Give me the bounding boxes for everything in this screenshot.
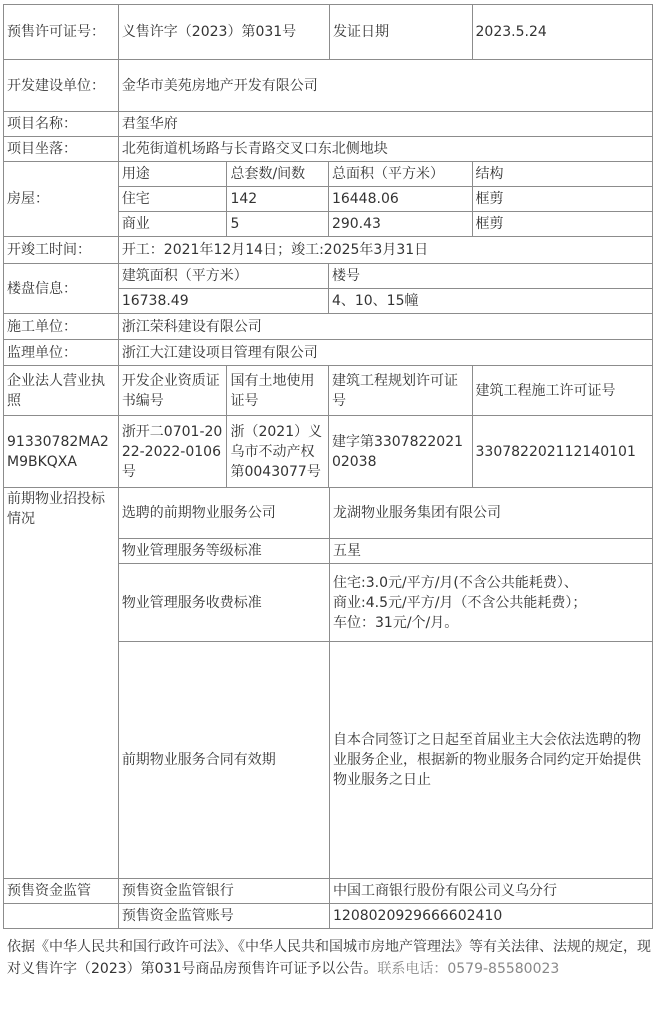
property-fee-value: [330, 564, 653, 642]
fee-line-commercial: 商业:4.5元/平方/月（不含公共能耗费）；: [333, 594, 587, 611]
building-number-value: 4、10、15幢: [328, 289, 652, 314]
permit-row: [4, 5, 653, 60]
permit-no-label: 预售许可证号：: [4, 5, 119, 60]
presale-permit-table: [3, 4, 653, 929]
contractor-row: [4, 314, 653, 340]
license-header-business: 企业法人营业执照: [4, 366, 119, 416]
housing-header-area: 总面积（平方米）: [328, 162, 472, 187]
property-label: 前期物业招投标情况: [4, 488, 119, 879]
housing-header-structure: 结构: [472, 162, 652, 187]
license-land-value: 浙（2021）义乌市不动产权第0043077号: [227, 416, 328, 488]
issue-date-value: 2023.5.24: [472, 5, 652, 60]
escrow-blank: [4, 904, 119, 929]
license-business-value: 91330782MA2M9BKQXA: [4, 416, 119, 488]
escrow-bank-label: 预售资金监管银行: [118, 879, 329, 904]
property-fee-label: 物业管理服务收费标准: [118, 564, 329, 642]
project-row: [4, 112, 653, 137]
license-header-qualification: 开发企业资质证书编号: [118, 366, 227, 416]
housing-count: 142: [227, 187, 328, 212]
housing-structure: 框剪: [472, 212, 652, 237]
housing-area: 16448.06: [328, 187, 472, 212]
location-label: 项目坐落：: [4, 137, 119, 162]
escrow-account-label: 预售资金监管账号: [118, 904, 329, 929]
project-value: 君玺华府: [118, 112, 652, 137]
housing-use: 商业: [118, 212, 227, 237]
supervisor-row: [4, 340, 653, 366]
supervisor-label: 监理单位：: [4, 340, 119, 366]
building-header-row: [4, 264, 653, 289]
supervisor-value: 浙江大江建设项目管理有限公司: [118, 340, 652, 366]
license-qualification-value: 浙开二0701-2022-2022-0106号: [118, 416, 227, 488]
license-header-row: [4, 366, 653, 416]
contractor-value: 浙江荣科建设有限公司: [118, 314, 652, 340]
schedule-row: [4, 237, 653, 264]
developer-label: 开发建设单位：: [4, 60, 119, 112]
housing-use: 住宅: [118, 187, 227, 212]
project-label: 项目名称：: [4, 112, 119, 137]
schedule-label: 开竣工时间：: [4, 237, 119, 264]
contact-phone: 联系电话：0579-85580023: [377, 961, 560, 977]
schedule-value: 开工：2021年12月14日；竣工:2025年3月31日: [118, 237, 652, 264]
housing-count: 5: [227, 212, 328, 237]
building-area-value: 16738.49: [118, 289, 328, 314]
location-value: 北苑街道机场路与长青路交叉口东北侧地块: [118, 137, 652, 162]
escrow-account-row: [4, 904, 653, 929]
housing-area: 290.43: [328, 212, 472, 237]
escrow-label: 预售资金监管: [4, 879, 119, 904]
location-row: [4, 137, 653, 162]
housing-header-use: 用途: [118, 162, 227, 187]
license-value-row: [4, 416, 653, 488]
building-number-header: 楼号: [328, 264, 652, 289]
property-level-value: 五星: [330, 539, 653, 564]
license-header-land: 国有土地使用证号: [227, 366, 328, 416]
property-company-label: 选聘的前期物业服务公司: [118, 488, 329, 539]
building-area-header: 建筑面积（平方米）: [118, 264, 328, 289]
property-term-label: 前期物业服务合同有效期: [118, 642, 329, 879]
announcement-text: 依据《中华人民共和国行政许可法》、《中华人民共和国城市房地产管理法》等有关法律、法规的规定，现对义售许字（2023）第031号商品房预售许可证予以公告。: [7, 939, 651, 977]
issue-date-label: 发证日期: [330, 5, 473, 60]
contractor-label: 施工单位：: [4, 314, 119, 340]
announcement-footer: [7, 936, 652, 980]
license-header-planning: 建筑工程规划许可证号: [328, 366, 472, 416]
license-construction-value: 330782202112140101: [472, 416, 652, 488]
housing-header-row: [4, 162, 653, 187]
developer-row: [4, 60, 653, 112]
property-company-value: 龙湖物业服务集团有限公司: [330, 488, 653, 539]
property-term-value: 自本合同签订之日起至首届业主大会依法选聘的物业服务企业，根据新的物业服务合同约定开始提供物业服务之日止: [330, 642, 653, 879]
property-level-label: 物业管理服务等级标准: [118, 539, 329, 564]
license-header-construction: 建筑工程施工许可证号: [472, 366, 652, 416]
housing-label: 房屋：: [4, 162, 119, 237]
building-label: 楼盘信息：: [4, 264, 119, 314]
housing-header-count: 总套数/间数: [227, 162, 328, 187]
property-company-row: [4, 488, 653, 539]
escrow-account-value: 1208020929666602410: [330, 904, 653, 929]
developer-value: 金华市美苑房地产开发有限公司: [118, 60, 652, 112]
license-planning-value: 建字第330782202102038: [328, 416, 472, 488]
escrow-bank-row: [4, 879, 653, 904]
fee-line-residential: 住宅:3.0元/平方/月(不含公共能耗费）、: [333, 574, 578, 591]
permit-no-value: 义售许字（2023）第031号: [118, 5, 329, 60]
escrow-bank-value: 中国工商银行股份有限公司义乌分行: [330, 879, 653, 904]
fee-line-parking: 车位：31元/个/月。: [333, 614, 459, 631]
housing-structure: 框剪: [472, 187, 652, 212]
